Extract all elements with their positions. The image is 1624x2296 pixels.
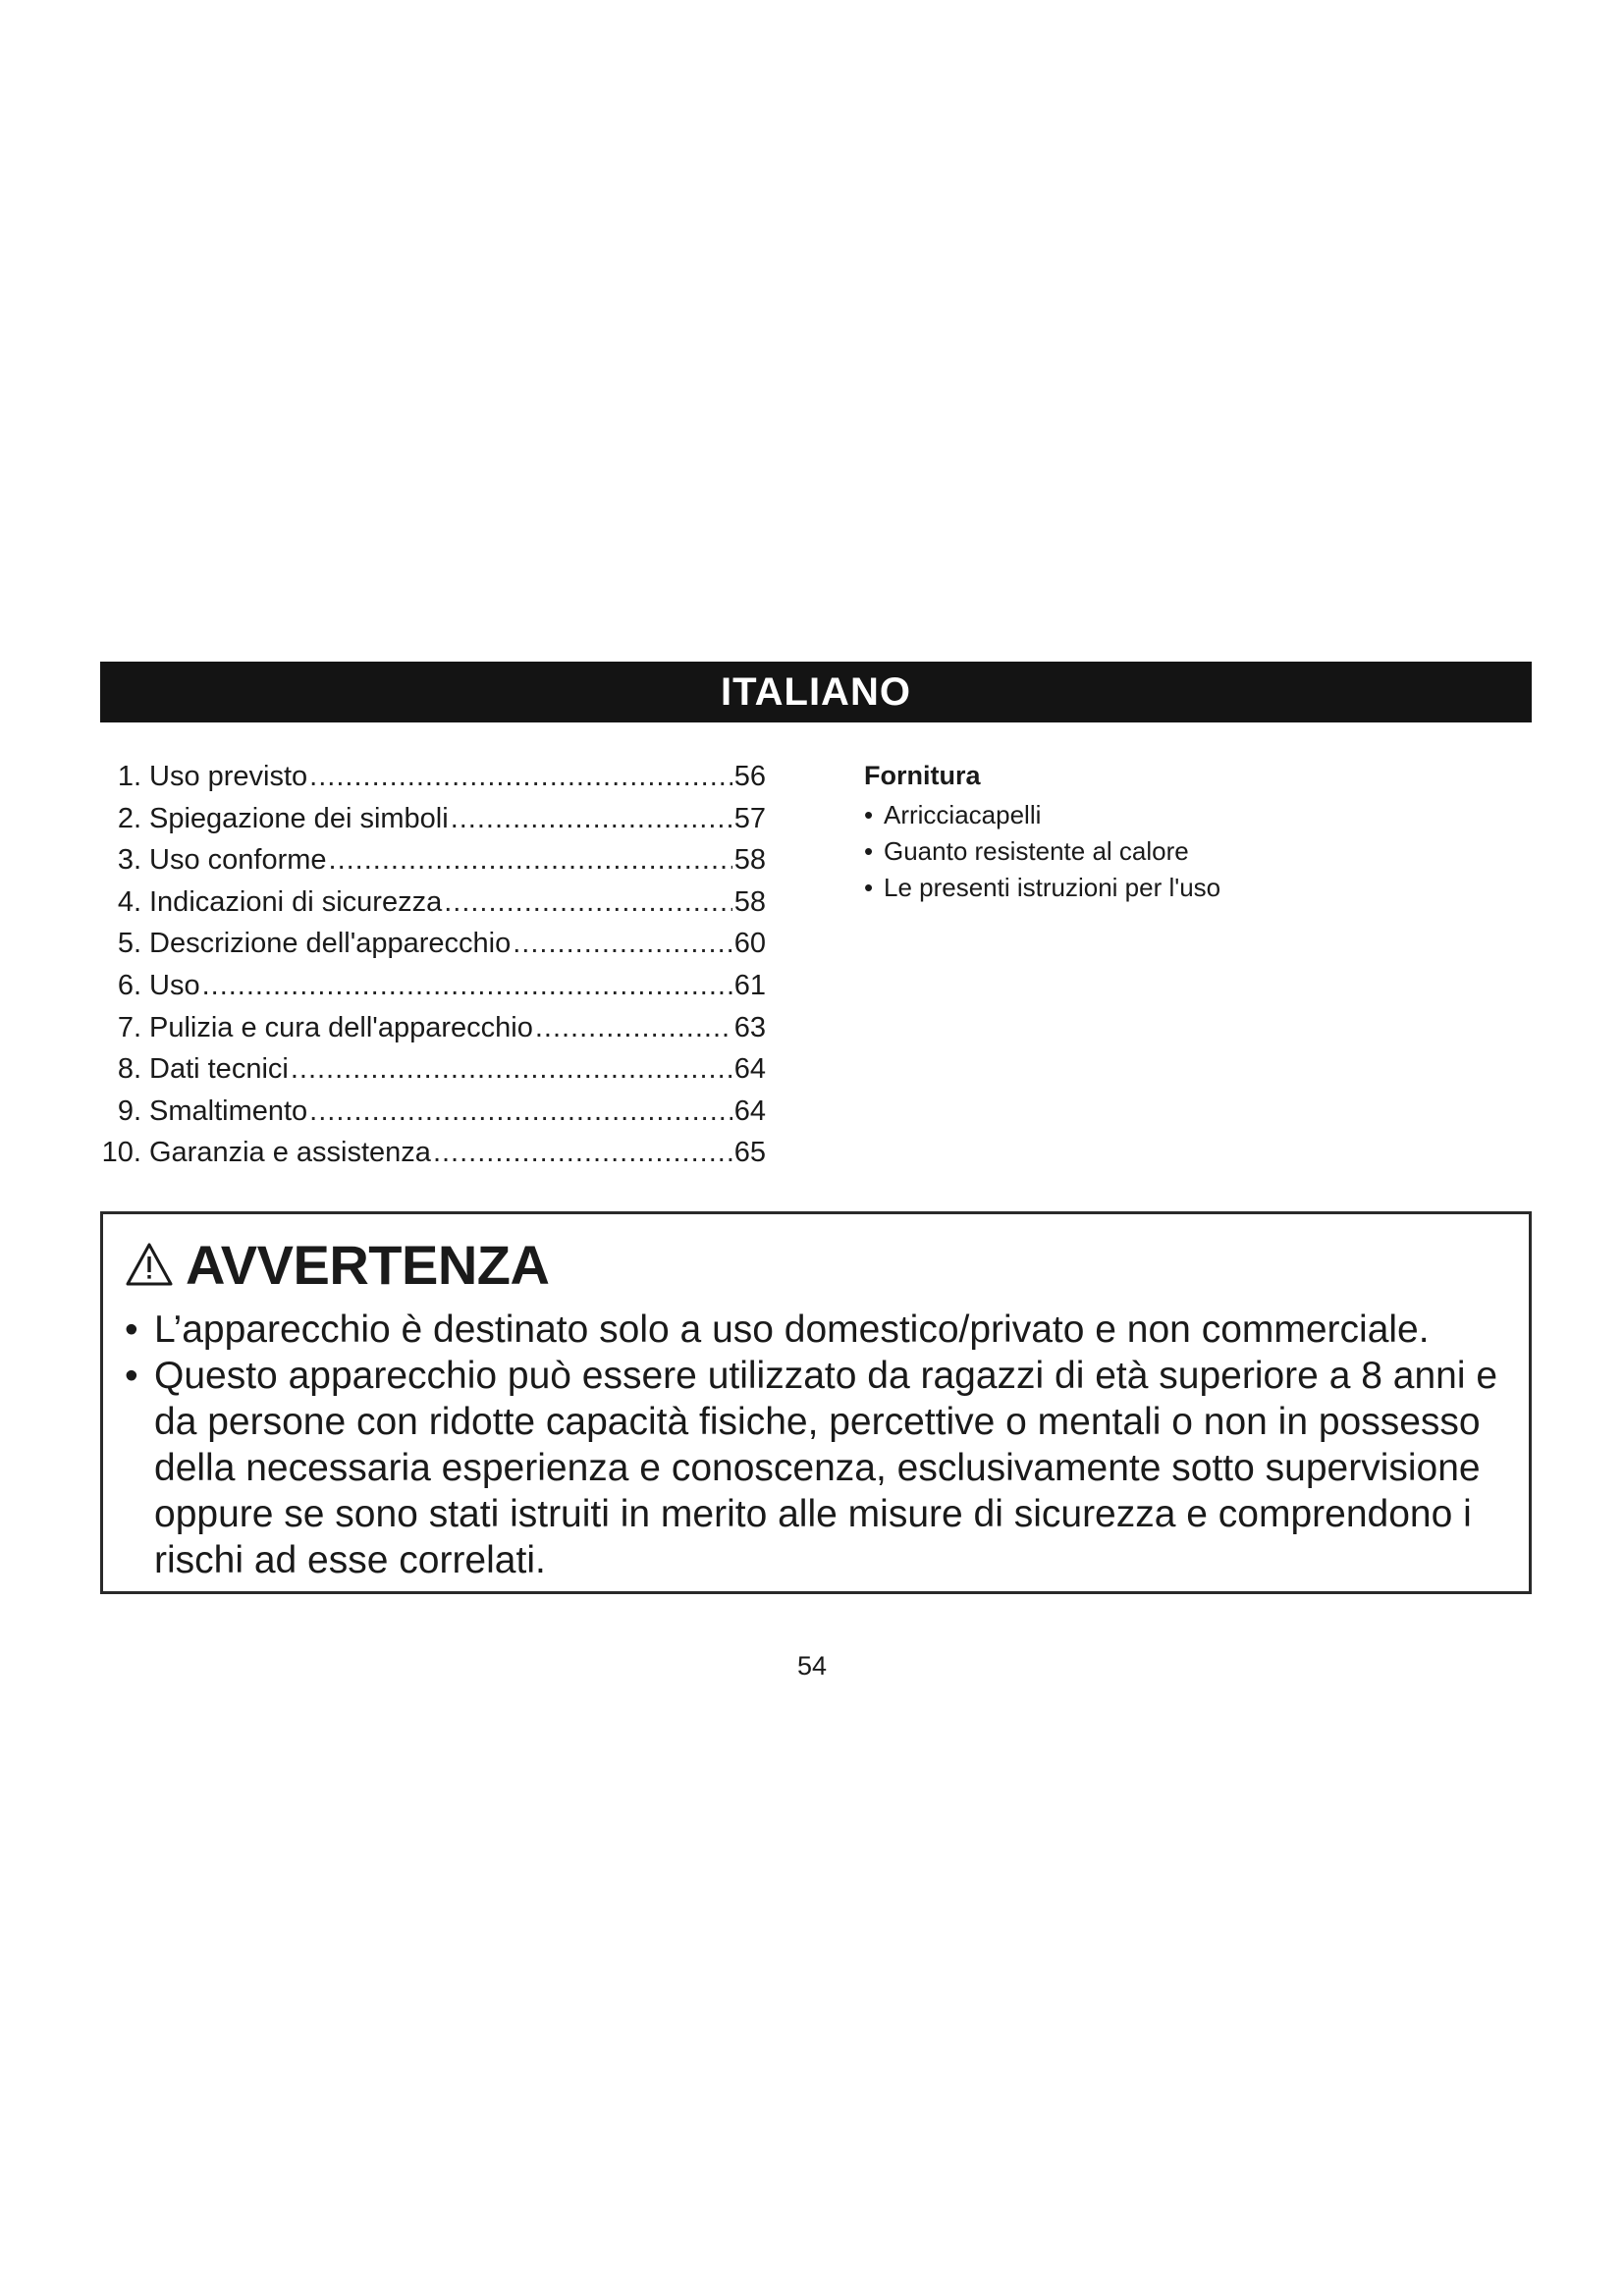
toc-title: Uso conforme <box>149 844 327 877</box>
toc-item[interactable] <box>96 881 766 924</box>
toc-leader-dots <box>433 1132 732 1174</box>
toc-leader-dots <box>202 965 732 1007</box>
toc-leader-dots <box>309 756 732 798</box>
supply-section <box>864 758 1394 906</box>
toc-number: 7. <box>117 1011 141 1043</box>
toc-leader-dots <box>513 923 731 965</box>
language-header <box>100 662 1532 722</box>
toc-number: 10. <box>101 1137 141 1169</box>
warning-heading <box>125 1228 1509 1301</box>
warning-item-text: Questo apparecchio può essere utilizzato da ragazzi di età superiore a 8 anni e da persone con ridotte capacità fisiche, percettive o mentali o non in possesso della necessaria esperienza e conoscenza, esclusivamente sotto supervisione oppure se sono stati istruiti in merito alle misure di sicurezza e comprendono i rischi ad esse correlati. <box>154 1355 1498 1581</box>
bullet-icon: • <box>864 873 874 902</box>
page-number: 54 <box>796 1651 828 1681</box>
warning-item <box>123 1353 1509 1583</box>
toc-item[interactable] <box>96 798 766 840</box>
warning-item <box>123 1307 1509 1353</box>
toc-page: 58 <box>733 885 766 918</box>
toc-number: 4. <box>117 885 141 918</box>
toc-leader-dots <box>329 839 732 881</box>
toc-item[interactable] <box>96 1132 766 1174</box>
toc-page: 61 <box>733 969 766 1001</box>
toc-item[interactable] <box>96 965 766 1007</box>
toc-title: Uso previsto <box>149 761 308 792</box>
toc-item[interactable] <box>96 1048 766 1091</box>
toc-page: 56 <box>733 761 766 792</box>
toc-number: 1. <box>117 761 141 792</box>
toc-title: Indicazioni di sicurezza <box>149 885 443 918</box>
supply-item <box>864 870 1394 906</box>
toc-page: 60 <box>733 928 766 960</box>
toc-page: 58 <box>733 844 766 877</box>
supply-item-label: Le presenti istruzioni per l'uso <box>884 873 1221 902</box>
toc-number: 2. <box>117 802 141 834</box>
toc-number: 5. <box>117 928 141 960</box>
toc-page: 63 <box>733 1011 766 1043</box>
supply-item-label: Guanto resistente al calore <box>884 836 1189 866</box>
toc-item[interactable] <box>96 1091 766 1133</box>
supply-title: Fornitura <box>864 761 981 790</box>
supply-item <box>864 797 1394 833</box>
toc-number: 8. <box>117 1053 141 1086</box>
toc-item[interactable] <box>96 1007 766 1049</box>
toc-page: 65 <box>733 1137 766 1169</box>
toc-number: 6. <box>117 969 141 1001</box>
supply-item-label: Arricciacapelli <box>884 800 1042 829</box>
toc-title: Descrizione dell'apparecchio <box>149 928 512 960</box>
bullet-icon: • <box>864 800 874 829</box>
toc-leader-dots <box>451 798 732 840</box>
toc-title: Spiegazione dei simboli <box>149 802 449 834</box>
toc-leader-dots <box>535 1007 732 1049</box>
warning-triangle-icon <box>125 1241 174 1288</box>
toc-leader-dots <box>309 1091 732 1133</box>
toc-item[interactable] <box>96 756 766 798</box>
toc-number: 3. <box>117 844 141 877</box>
toc-page: 57 <box>733 802 766 834</box>
toc-title: Garanzia e assistenza <box>149 1137 431 1169</box>
table-of-contents <box>96 756 766 1174</box>
toc-title: Smaltimento <box>149 1095 308 1127</box>
language-title: ITALIANO <box>721 669 911 714</box>
warning-box <box>100 1211 1532 1594</box>
toc-item[interactable] <box>96 923 766 965</box>
toc-number: 9. <box>117 1095 141 1127</box>
bullet-icon: • <box>125 1308 138 1351</box>
toc-leader-dots <box>291 1048 732 1091</box>
supply-item <box>864 833 1394 870</box>
toc-item[interactable] <box>96 839 766 881</box>
toc-title: Uso <box>149 969 200 1001</box>
toc-title: Dati tecnici <box>149 1053 289 1086</box>
toc-leader-dots <box>444 881 732 924</box>
warning-list <box>123 1307 1509 1583</box>
warning-title: AVVERTENZA <box>186 1233 550 1296</box>
bullet-icon: • <box>864 836 874 866</box>
supply-list <box>864 797 1394 906</box>
toc-page: 64 <box>733 1053 766 1086</box>
bullet-icon: • <box>125 1355 138 1397</box>
toc-title: Pulizia e cura dell'apparecchio <box>149 1011 533 1043</box>
warning-item-text: L’apparecchio è destinato solo a uso domestico/privato e non commerciale. <box>154 1308 1430 1351</box>
toc-page: 64 <box>733 1095 766 1127</box>
